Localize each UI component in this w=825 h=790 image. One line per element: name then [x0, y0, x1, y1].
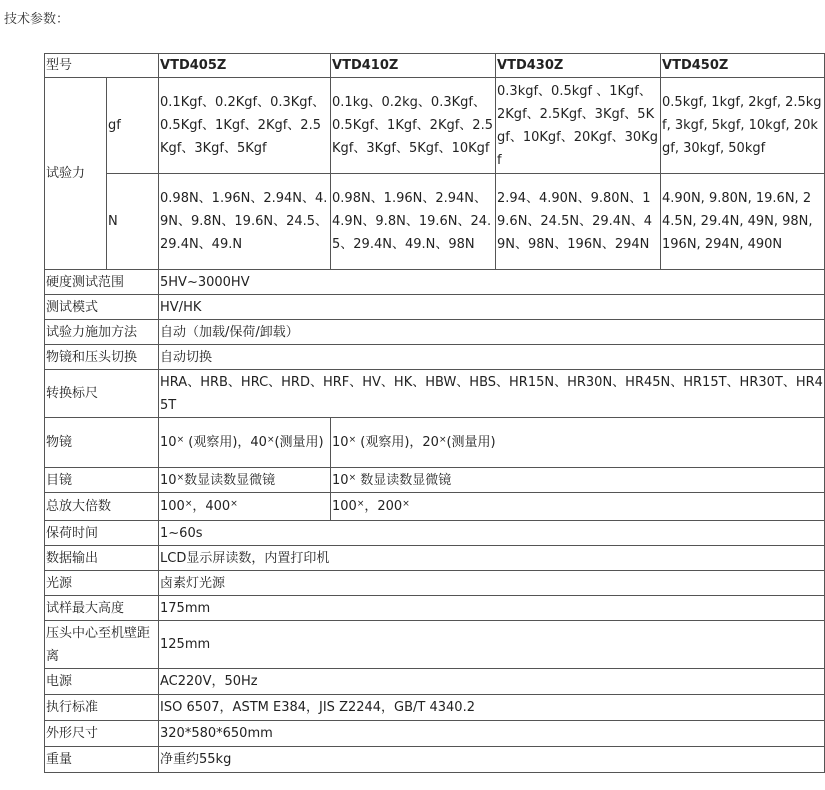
throat-value: 125mm — [159, 621, 825, 669]
dwell-value: 1~60s — [159, 521, 825, 546]
conversion-label: 转换标尺 — [45, 370, 159, 418]
table-row — [45, 521, 825, 546]
spec-table — [44, 53, 825, 773]
gf-unit-label: gf — [107, 78, 159, 174]
max-height-label: 试样最大高度 — [45, 596, 159, 621]
hardness-range-value: 5HV~3000HV — [159, 270, 825, 295]
table-row — [45, 546, 825, 571]
output-label: 数据输出 — [45, 546, 159, 571]
test-force-label: 试验力 — [45, 78, 107, 270]
magnification-label: 总放大倍数 — [45, 493, 159, 521]
throat-label: 压头中心至机壁距离 — [45, 621, 159, 669]
magnification-value-b: 100×，200× — [331, 493, 825, 521]
table-row — [45, 571, 825, 596]
weight-label: 重量 — [45, 747, 159, 773]
load-method-label: 试验力施加方法 — [45, 320, 159, 345]
model-vtd430z: VTD430Z — [496, 54, 661, 78]
max-height-value: 175mm — [159, 596, 825, 621]
section-heading: 技术参数： — [4, 12, 70, 27]
turret-value: 自动切换 — [159, 345, 825, 370]
table-row — [45, 270, 825, 295]
table-row — [45, 596, 825, 621]
table-row-force-n — [45, 174, 825, 270]
dimensions-label: 外形尺寸 — [45, 721, 159, 747]
table-row — [45, 418, 825, 468]
turret-label: 物镜和压头切换 — [45, 345, 159, 370]
dimensions-value: 320*580*650mm — [159, 721, 825, 747]
gf-values-405: 0.1Kgf、0.2Kgf、0.3Kgf、0.5Kgf、1Kgf、2Kgf、2.5Kgf、3Kgf、5Kgf — [159, 78, 331, 174]
n-values-410: 0.98N、1.96N、2.94N、4.9N、9.8N、19.6N、24.5、29.4N、49.N、98N — [331, 174, 496, 270]
objective-value-b: 10× (观察用)，20×(测量用) — [331, 418, 825, 468]
dwell-label: 保荷时间 — [45, 521, 159, 546]
table-row — [45, 747, 825, 773]
gf-values-410: 0.1kg、0.2kg、0.3Kgf、0.5Kgf、1Kgf、2Kgf、2.5Kgf、3Kgf、5Kgf、10Kgf — [331, 78, 496, 174]
light-value: 卤素灯光源 — [159, 571, 825, 596]
load-method-value: 自动（加载/保荷/卸载） — [159, 320, 825, 345]
weight-value: 净重约55kg — [159, 747, 825, 773]
eyepiece-value-b: 10× 数显读数显微镜 — [331, 468, 825, 493]
n-values-430: 2.94、4.90N、9.80N、19.6N、24.5N、29.4N、49N、98N、196N、294N — [496, 174, 661, 270]
standard-label: 执行标准 — [45, 695, 159, 721]
table-row — [45, 669, 825, 695]
eyepiece-label: 目镜 — [45, 468, 159, 493]
test-mode-value: HV/HK — [159, 295, 825, 320]
table-row — [45, 695, 825, 721]
table-row — [45, 320, 825, 345]
power-label: 电源 — [45, 669, 159, 695]
standard-value: ISO 6507，ASTM E384，JIS Z2244，GB/T 4340.2 — [159, 695, 825, 721]
light-label: 光源 — [45, 571, 159, 596]
table-row — [45, 345, 825, 370]
objective-value-a: 10× (观察用)，40×(测量用) — [159, 418, 331, 468]
hardness-range-label: 硬度测试范围 — [45, 270, 159, 295]
table-row — [45, 621, 825, 669]
model-vtd410z: VTD410Z — [331, 54, 496, 78]
model-vtd450z: VTD450Z — [661, 54, 825, 78]
output-value: LCD显示屏读数，内置打印机 — [159, 546, 825, 571]
table-row-model — [45, 54, 825, 78]
conversion-value: HRA、HRB、HRC、HRD、HRF、HV、HK、HBW、HBS、HR15N、HR30N、HR45N、HR15T、HR30T、HR45T — [159, 370, 825, 418]
eyepiece-value-a: 10×数显读数显微镜 — [159, 468, 331, 493]
objective-label: 物镜 — [45, 418, 159, 468]
magnification-value-a: 100×，400× — [159, 493, 331, 521]
table-row — [45, 721, 825, 747]
model-label: 型号 — [45, 54, 159, 78]
n-values-450: 4.90N, 9.80N, 19.6N, 24.5N, 29.4N, 49N, 98N, 196N, 294N, 490N — [661, 174, 825, 270]
n-unit-label: N — [107, 174, 159, 270]
gf-values-450: 0.5kgf, 1kgf, 2kgf, 2.5kgf, 3kgf, 5kgf, 10kgf, 20kgf, 30kgf, 50kgf — [661, 78, 825, 174]
table-row — [45, 468, 825, 493]
test-mode-label: 测试模式 — [45, 295, 159, 320]
n-values-405: 0.98N、1.96N、2.94N、4.9N、9.8N、19.6N、24.5、29.4N、49.N — [159, 174, 331, 270]
power-value: AC220V，50Hz — [159, 669, 825, 695]
table-row — [45, 493, 825, 521]
table-row-force-gf — [45, 78, 825, 174]
gf-values-430: 0.3kgf、0.5kgf 、1Kgf、2Kgf、2.5Kgf、3Kgf、5Kgf、10Kgf、20Kgf、30Kgf — [496, 78, 661, 174]
model-vtd405z: VTD405Z — [159, 54, 331, 78]
table-row — [45, 295, 825, 320]
table-row — [45, 370, 825, 418]
